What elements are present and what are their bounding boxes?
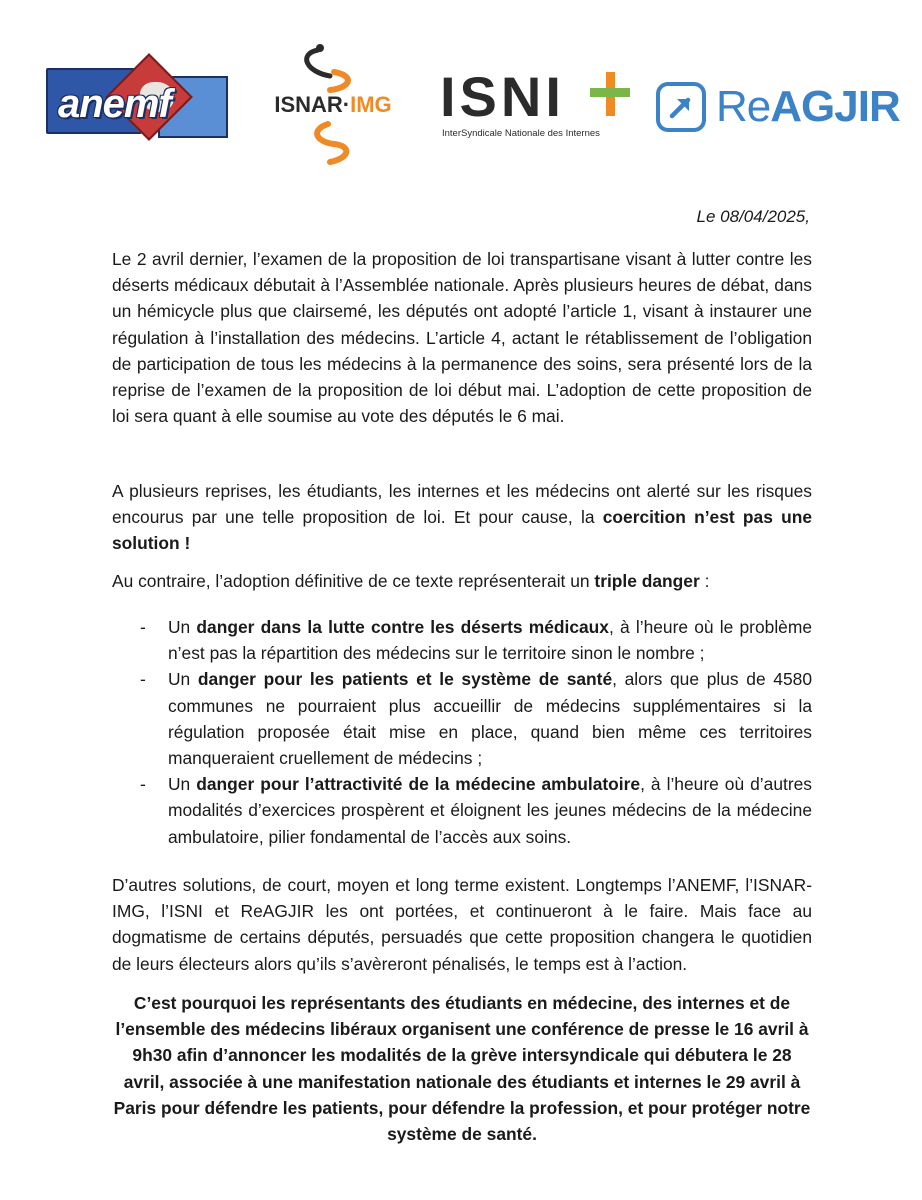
- list-item-bold: danger pour l’attractivité de la médecine ambulatoire: [196, 774, 641, 795]
- isnar-logo-text-a: ISNAR·: [274, 92, 351, 117]
- document-date: Le 08/04/2025,: [696, 207, 810, 226]
- closing-paragraph-text: C’est pourquoi les représentants des étudiants en médecine, des internes et de l’ensemble des médecins libéraux organisent une conférence de presse le 16 avril à 9h30 afin d’annoncer les modalités de la grève intersyndicale qui débutera le 28 avril, associée à une manifestation nationale des étudiants et internes le 29 avril à Paris pour défendre les patients, pour défendre la profession, et pour protéger notre système de santé.: [113, 993, 811, 1145]
- paragraph-4: [112, 872, 812, 977]
- paragraph-3-bold: triple danger: [594, 571, 700, 591]
- arrow-up-right-icon: [660, 86, 702, 128]
- list-item-text-a: Un: [168, 617, 197, 637]
- reagjir-box: [656, 82, 706, 132]
- list-item-text-c: , alors que plus de 4580 communes ne pourraient plus accueillir de médecins supplémentaires si la régulation proposée était mise en place, quand bien même ces territoires manqueraient cruellement de médecins ;: [168, 669, 812, 769]
- paragraph-2-bold: coercition n’est pas une solution !: [112, 507, 813, 554]
- isnar-img-logo-text: [258, 92, 408, 118]
- reagjir-logo-text-b: AGJIR: [770, 82, 900, 131]
- list-item-text-c: , à l’heure où le problème n’est pas la répartition des médecins sur le territoire sinon le nombre ;: [168, 617, 813, 664]
- list-item-bold: danger dans la lutte contre les déserts médicaux: [196, 617, 609, 637]
- paragraph-2-text-a: A plusieurs reprises, les étudiants, les internes et les médecins ont alerté sur les risques encourus par une telle proposition de loi. Et pour cause, la: [112, 481, 812, 528]
- list-item: [112, 771, 812, 850]
- list-item-bold: danger pour les patients et le système de santé: [197, 669, 613, 690]
- list-item-text-a: Un: [168, 774, 197, 795]
- anemf-logo: [46, 62, 228, 148]
- isni-logo: [440, 65, 640, 150]
- list-bullet: -: [140, 617, 146, 637]
- paragraph-1: [112, 246, 812, 429]
- reagjir-logo-text-a: Re: [716, 82, 771, 131]
- paragraph-3-text: [112, 568, 812, 594]
- paragraph-2: [112, 478, 812, 557]
- list-item: [112, 666, 812, 771]
- logo-bar: [0, 40, 922, 170]
- closing-paragraph: [112, 990, 812, 1147]
- reagjir-logo-text: [716, 82, 900, 132]
- list-item: [112, 614, 812, 666]
- isni-logo-subtitle: InterSyndicale Nationale des Internes: [442, 128, 600, 139]
- paragraph-1-text: Le 2 avril dernier, l’examen de la proposition de loi transpartisane visant à lutter contre les déserts médicaux débutait à l’Assemblée nationale. Après plusieurs heures de débat, dans un hémicycle plus que clairsemé, les députés ont adopté l’article 1, visant à instaurer une régulation à l’installation des médecins. L’article 4, actant le rétablissement de l’obligation de participation de tous les médecins à la permanence des soins, sera présenté lors de la reprise de l’examen de la proposition de loi début mai. L’adoption de cette proposition de loi sera quant à elle soumise au vote des députés le 6 mai.: [112, 249, 812, 427]
- isni-logo-text: ISNI: [440, 65, 565, 128]
- list-item-text-a: Un: [168, 669, 198, 690]
- isnar-img-logo: [258, 42, 408, 167]
- list-item-text-c: , à l’heure où d’autres modalités d’exercices prospèrent et éloignent les jeunes médecins de la médecine ambulatoire, pilier fondamental de l’accès aux soins.: [168, 774, 813, 847]
- paragraph-3-text-a: Au contraire, l’adoption définitive de ce texte représenterait un: [112, 571, 595, 591]
- paragraph-3-text-c: :: [699, 571, 710, 591]
- list-bullet: -: [140, 774, 146, 795]
- danger-list: [112, 614, 812, 850]
- isnar-logo-text-b: IMG: [350, 92, 392, 117]
- plus-icon: [590, 72, 630, 116]
- reagjir-logo: [656, 80, 900, 140]
- paragraph-2-text: [112, 478, 812, 557]
- list-bullet: -: [140, 669, 146, 690]
- paragraph-4-text: D’autres solutions, de court, moyen et long terme existent. Longtemps l’ANEMF, l’ISNAR-IMG, l’ISNI et ReAGJIR les ont portées, et continueront à le faire. Mais face au dogmatisme de certains députés, persuadés que cette proposition changera le quotidien de leurs électeurs alors qu’ils s’avèreront pénalisés, le temps est à l’action.: [112, 875, 812, 974]
- anemf-logo-text: anemf: [58, 82, 171, 126]
- paragraph-3: [112, 568, 812, 594]
